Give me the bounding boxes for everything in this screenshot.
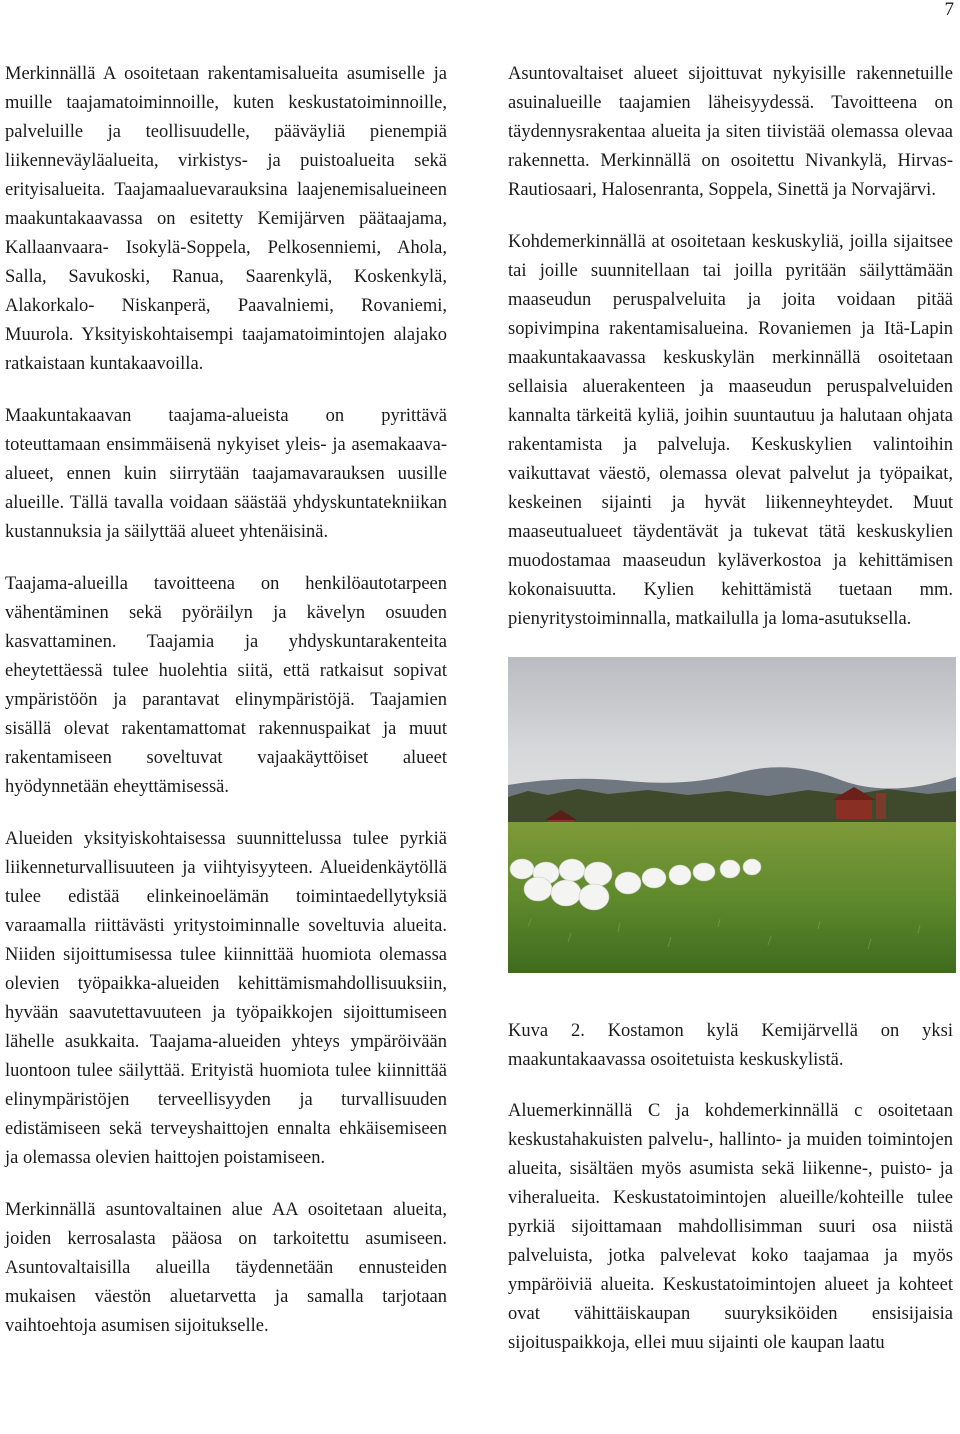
- paragraph: Merkinnällä A osoitetaan rakentamisalueita asumiselle ja muille taajamatoiminnoille, kuten keskustatoiminnoille, palveluille ja teollisuudelle, pääväyliä pienempiä liikenneväyläalueita, virkistys- ja puistoalueita sekä erityisalueita. Taajamaaluevarauksina laajenemisalueineen maakuntakaavassa on esitetty Kemijärven päätaajama, Kallaanvaara- Isokylä-Soppela, Pelkosenniemi, Ahola, Salla, Savukoski, Ranua, Saarenkylä, Koskenkylä, Alakorkalo- Niskanperä, Paavalniemi, Rovaniemi, Muurola. Yksityiskohtaisempi taajamatoimintojen alajako ratkaistaan kuntakaavoilla.: [5, 64, 447, 374]
- paragraph: Taajama-alueilla tavoitteena on henkilöautotarpeen vähentäminen sekä pyöräilyn ja kävelyn osuuden kasvattaminen. Taajamia ja yhdyskuntarakenteita eheytettäessä tulee huolehtia siitä, että ratkaisut sopivat ympäristöön ja parantavat elinympäristöjä. Taajamien sisällä olevat rakentamattomat rakennuspaikat ja muut rakentamiseen soveltuvat vajaakäyttöiset alueet hyödynnetään eheyttämisessä.: [5, 574, 447, 797]
- village-photo: [508, 657, 956, 973]
- hay-bale: [551, 880, 581, 906]
- paragraph: Asuntovaltaiset alueet sijoittuvat nykyisille rakennetuille asuinalueille taajamien läheisyydessä. Tavoitteena on täydennysrakentaa alueita ja siten tiivistää olemassa olevaa rakennetta. Merkinnällä on osoitettu Nivankylä, Hirvas-Rautiosaari, Halosenranta, Soppela, Sinettä ja Norvajärvi.: [508, 64, 953, 200]
- paragraph: Aluemerkinnällä C ja kohdemerkinnällä c osoitetaan keskustahakuisten palvelu-, hallinto- ja muiden toimintojen alueita, sisältäen myös asumista sekä liikenne-, puisto- ja viheralueita. Keskustatoimintojen alueille/kohteille tulee pyrkiä sijoittamaan mahdollisimman suuri osa niistä palveluista, jotka palvelevat koko taajamaa ja myös ympäröiviä alueita. Keskustatoimintojen alueet ja kohteet ovat vähittäiskaupan suuryksiköiden ensisijaisia sijoituspaikkoja, ellei muu sijainti ole kaupan laatu: [508, 1101, 953, 1353]
- paragraph: Merkinnällä asuntovaltainen alue AA osoitetaan alueita, joiden kerrosalasta pääosa on tarkoitettu asumiseen. Asuntovaltaisilla alueilla täydennetään ennusteiden mukaisen väestön aluetarvetta ja samalla tarjotaan vaihtoehtoja asumisen sijoitukselle.: [5, 1200, 447, 1336]
- right-column: [508, 60, 953, 1381]
- hay-bale: [642, 868, 666, 888]
- paragraph: Alueiden yksityiskohtaisessa suunnittelussa tulee pyrkiä liikenneturvallisuuteen ja viihtyisyyteen. Alueidenkäytöllä tulee edistää elinkeinoelämän toimintaedellytyksiä varaamalla riittävästi yritystoiminnalle soveltuvia alueita. Niiden sijoittumisessa tulee kiinnittää huomiota olemassa olevien työpaikka-alueiden kehittämismahdollisuuksiin, hyvään saavutettavuuteen ja työpaikkojen sijoittumiseen lähelle asukkaita. Taajama-alueiden yhteys ympäröivään luontoon tulee säilyttää. Erityistä huomiota tulee kiinnittää elinympäristöjen terveellisyyden ja turvallisuuden edistämiseen sekä terveyshaittojen ennalta ehkäisemiseen ja olemassa olevien haittojen poistamiseen.: [5, 829, 447, 1168]
- hay-bale: [559, 859, 585, 881]
- hay-bale: [743, 859, 761, 875]
- hay-bale: [615, 872, 641, 894]
- barn: [836, 799, 872, 819]
- hay-bale: [579, 884, 609, 910]
- silo: [876, 793, 886, 819]
- paragraph: Kohdemerkinnällä at osoitetaan keskuskyliä, joilla sijaitsee tai joille suunnitellaan tai joilla pyritään säilyttämään maaseudun peruspalveluita ja joita voidaan pitää sopivimpina rakentamisalueina. Rovaniemen ja Itä-Lapin maakuntakaavassa keskuskylän merkinnällä osoitetaan sellaisia aluerakenteen ja maaseudun peruspalveluiden kannalta tärkeitä kyliä, joihin suuntautuu ja halutaan ohjata rakentamista ja palveluja. Keskuskylien valintoihin vaikuttavat väestö, olemassa olevat palvelut ja työpaikat, keskeinen sijainti ja hyvät liikenneyhteydet. Muut maaseutualueet täydentävät ja tukevat tätä keskuskylien muodostamaa maaseudun kyläverkostoa ja kehittämisen kokonaisuutta. Kylien kehittämistä tuetaan mm. pienyritystoiminnalla, matkailulla ja loma-asutuksella.: [508, 232, 953, 629]
- left-column: [5, 60, 447, 1364]
- figure-caption: Kuva 2. Kostamon kylä Kemijärvellä on yksi maakuntakaavassa osoitetuista keskuskylistä.: [508, 1021, 953, 1070]
- landscape-image: [508, 657, 956, 973]
- paragraph: Maakuntakaavan taajama-alueista on pyrittävä toteuttamaan ensimmäisenä nykyiset yleis- ja asemakaava-alueet, ennen kuin siirrytään taajamavarauksen uusille alueille. Tällä tavalla voidaan säästää yhdyskuntatekniikan kustannuksia ja säilyttää alueet yhtenäisinä.: [5, 406, 447, 542]
- hay-bale: [693, 863, 715, 881]
- hay-bale: [510, 859, 534, 879]
- page-number: 7: [944, 0, 954, 20]
- forest-line: [508, 789, 956, 827]
- hay-bale: [584, 862, 612, 886]
- hay-bale: [524, 877, 552, 901]
- hay-bale: [720, 860, 740, 878]
- hay-bale: [669, 865, 691, 885]
